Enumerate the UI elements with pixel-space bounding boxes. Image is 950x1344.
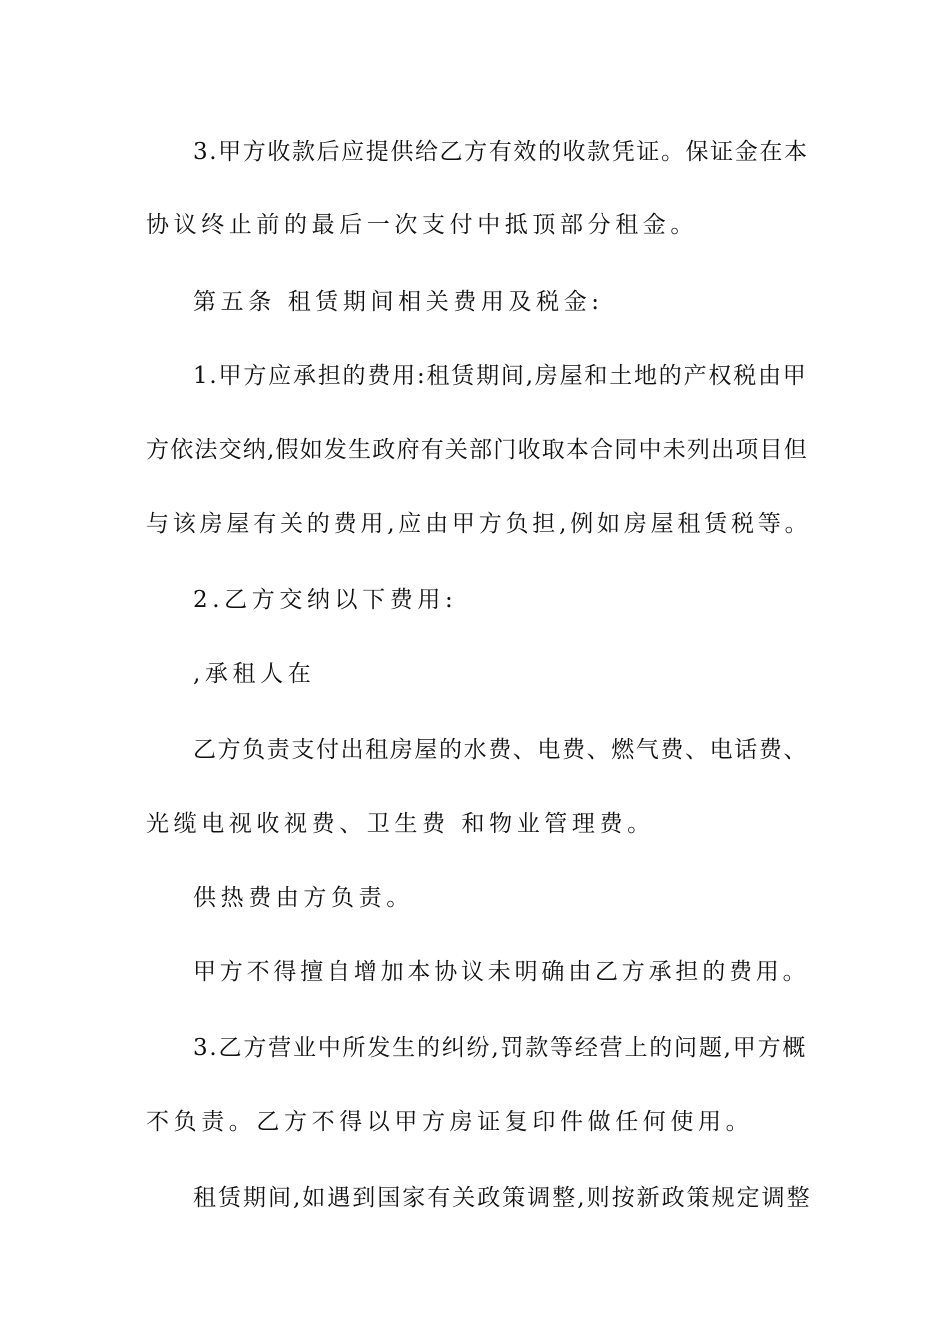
text-line-13: 3.乙方营业中所发生的纠纷,罚款等经营上的问题,甲方概 — [193, 1035, 808, 1061]
text-line-5: 方依法交纳,假如发生政府有关部门收取本合同中未列出项目但 — [146, 437, 808, 463]
text-line-12: 甲方不得擅自增加本协议未明确由乙方承担的费用。 — [193, 959, 810, 985]
text-line-2: 协议终止前的最后一次支付中抵顶部分租金。 — [146, 212, 698, 238]
text-line-1: 3.甲方收款后应提供给乙方有效的收款凭证。保证金在本 — [193, 139, 809, 165]
text-line-8: ,承租人在 — [193, 661, 316, 687]
text-line-10: 光缆电视收视费、卫生费 和物业管理费。 — [146, 811, 655, 837]
text-line-7: 2.乙方交纳以下费用: — [193, 587, 458, 613]
section-heading-article-5: 第五条 租赁期间相关费用及税金: — [193, 289, 604, 315]
text-line-11: 供热费由方负责。 — [193, 885, 414, 911]
text-line-6: 与该房屋有关的费用,应由甲方负担,例如房屋租赁税等。 — [146, 511, 812, 537]
text-line-15: 租赁期间,如遇到国家有关政策调整,则按新政策规定调整 — [193, 1185, 812, 1211]
text-line-4: 1.甲方应承担的费用:租赁期间,房屋和土地的产权税由甲 — [193, 363, 808, 389]
text-line-9: 乙方负责支付出租房屋的水费、电费、燃气费、电话费、 — [193, 737, 808, 763]
text-line-14: 不负责。乙方不得以甲方房证复印件做任何使用。 — [146, 1109, 754, 1135]
